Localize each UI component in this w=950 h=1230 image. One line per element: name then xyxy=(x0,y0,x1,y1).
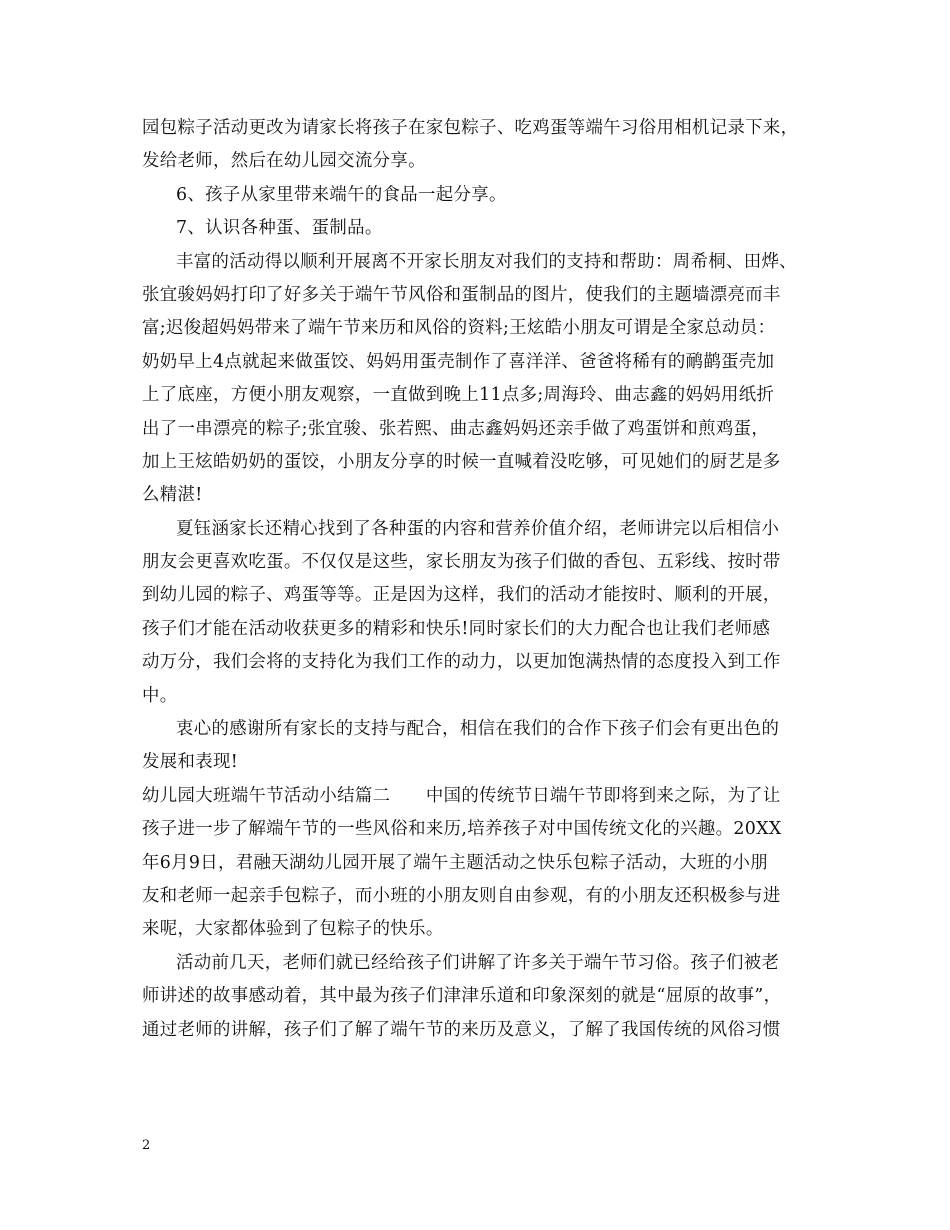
text-line: 衷心的感谢所有家长的支持与配合，相信在我们的合作下孩子们会有更出色的 xyxy=(176,719,780,740)
text-line: 上了底座，方便小朋友观察，一直做到晚上11点多;周海玲、曲志鑫的妈妈用纸折 xyxy=(142,385,775,406)
text-line: 幼儿园大班端午节活动小结篇二 中国的传统节日端午节即将到来之际，为了让 xyxy=(142,785,781,806)
text-line: 师讲述的故事感动着，其中最为孩子们津津乐道和印象深刻的就是“屈原的故事”， xyxy=(142,986,782,1007)
text-line: 友和老师一起亲手包粽子，而小班的小朋友则自由参观，有的小朋友还积极参与进 xyxy=(142,885,781,906)
text-line: 夏钰涵家长还精心找到了各种蛋的内容和营养价值介绍，老师讲完以后相信小 xyxy=(176,518,780,539)
text-line: 6、孩子从家里带来端午的食品一起分享。 xyxy=(176,184,507,205)
page-number: 2 xyxy=(142,1138,151,1153)
text-line: 朋友会更喜欢吃蛋。不仅仅是这些，家长朋友为孩子们做的香包、五彩线、按时带 xyxy=(142,552,781,573)
text-line: 孩子进一步了解端午节的一些风俗和来历,培养孩子对中国传统文化的兴趣。20XX xyxy=(142,819,782,840)
text-line: 发展和表现! xyxy=(142,752,239,773)
text-line: 活动前几天，老师们就已经给孩子们讲解了许多关于端午节习俗。孩子们被老 xyxy=(176,952,780,973)
text-line: 孩子们才能在活动收获更多的精彩和快乐!同时家长们的大力配合也让我们老师感 xyxy=(142,618,771,639)
text-line: 中。 xyxy=(142,685,178,706)
text-line: 奶奶早上4点就起来做蛋饺、妈妈用蛋壳制作了喜洋洋、爸爸将稀有的鸸鹋蛋壳加 xyxy=(142,351,775,372)
text-line: 来呢，大家都体验到了包粽子的快乐。 xyxy=(142,919,444,940)
text-line: 出了一串漂亮的粽子;张宜骏、张若熙、曲志鑫妈妈还亲手做了鸡蛋饼和煎鸡蛋， xyxy=(142,418,770,439)
text-line: 通过老师的讲解，孩子们了解了端午节的来历及意义，了解了我国传统的风俗习惯 xyxy=(142,1019,781,1040)
text-line: 年6月9日，君融天湖幼儿园开展了端午主题活动之快乐包粽子活动，大班的小朋 xyxy=(142,852,769,873)
text-line: 加上王炫皓奶奶的蛋饺，小朋友分享的时候一直喊着没吃够，可见她们的厨艺是多 xyxy=(142,451,781,472)
text-line: 么精湛! xyxy=(142,485,203,506)
text-line: 动万分，我们会将的支持化为我们工作的动力，以更加饱满热情的态度投入到工作 xyxy=(142,652,781,673)
body-text xyxy=(142,112,810,1047)
text-line: 7、认识各种蛋、蛋制品。 xyxy=(176,218,383,239)
text-line: 园包粽子活动更改为请家长将孩子在家包粽子、吃鸡蛋等端午习俗用相机记录下来， xyxy=(142,118,799,138)
text-line: 发给老师，然后在幼儿园交流分享。 xyxy=(142,151,426,172)
text-line: 张宜骏妈妈打印了好多关于端午节风俗和蛋制品的图片，使我们的主题墙漂亮而丰 xyxy=(142,284,781,305)
text-line: 富;迟俊超妈妈带来了端午节来历和风俗的资料;王炫皓小朋友可谓是全家总动员： xyxy=(142,318,776,339)
text-line: 丰富的活动得以顺利开展离不开家长朋友对我们的支持和帮助：周希桐、田烨、 xyxy=(176,251,797,272)
text-line: 到幼儿园的粽子、鸡蛋等等。正是因为这样，我们的活动才能按时、顺利的开展， xyxy=(142,585,781,606)
